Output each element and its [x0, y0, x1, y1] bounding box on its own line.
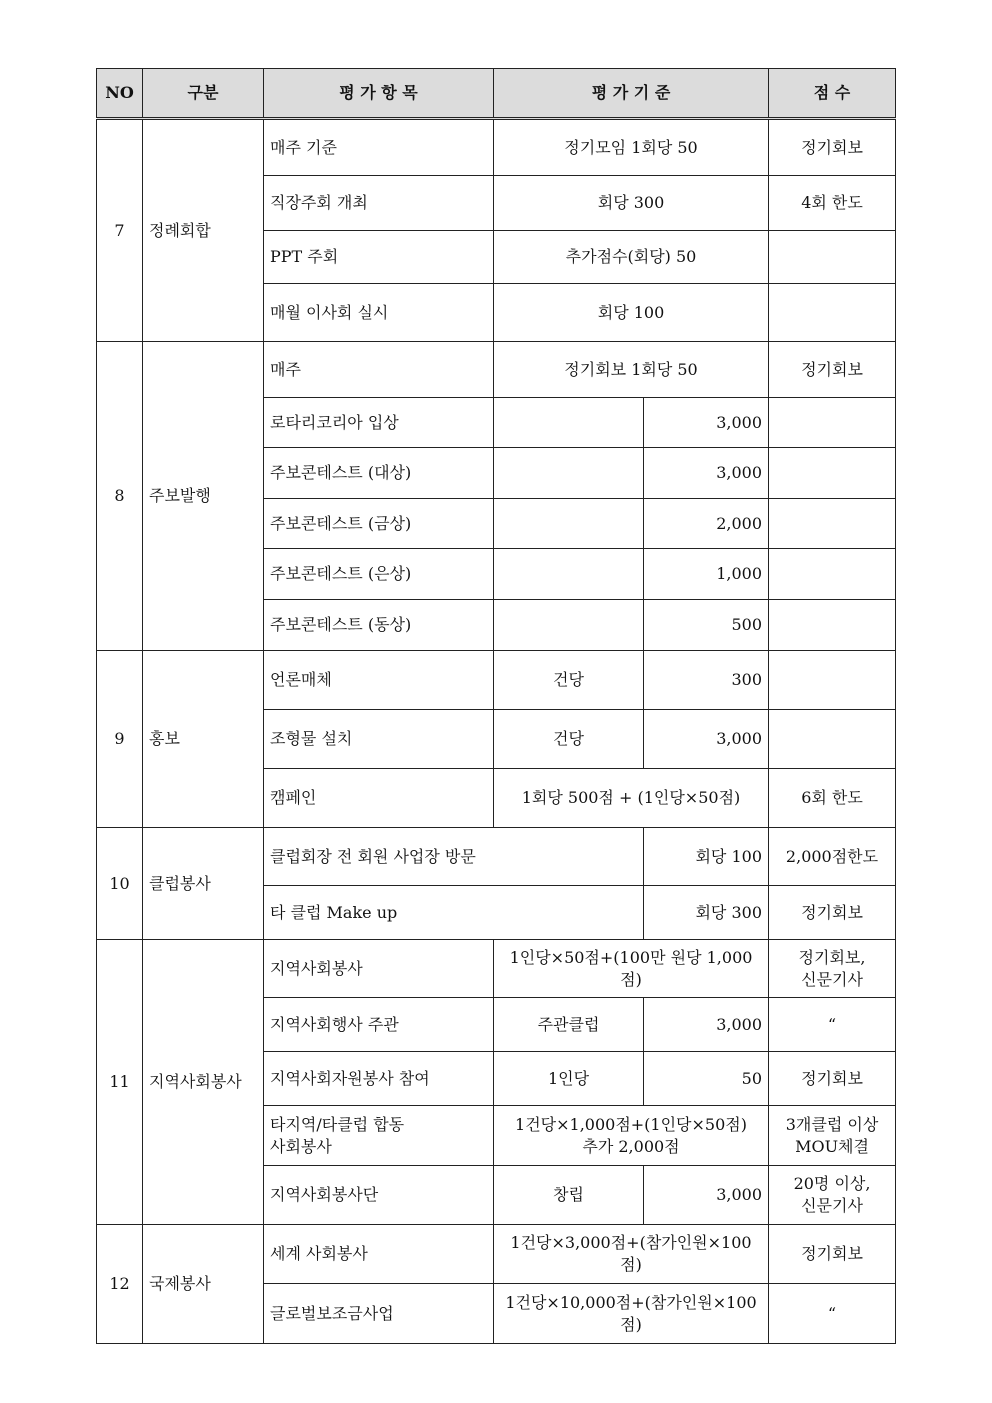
score-cell: [769, 940, 896, 998]
unit-cell: 건당: [494, 710, 644, 769]
item-line: 타지역/타클럽 합동: [270, 1114, 405, 1134]
score-cell: 정기회보: [769, 342, 896, 398]
criteria-line: 추가 2,000점: [582, 1136, 680, 1156]
criteria-cell: 회당 300: [494, 176, 769, 231]
value-cell: 회당 300: [644, 886, 769, 940]
section-no: 12: [97, 1225, 143, 1344]
item-cell: 주보콘테스트 (대상): [264, 448, 494, 499]
score-cell: [769, 1166, 896, 1225]
score-cell: 정기회보: [769, 1225, 896, 1284]
evaluation-table: [96, 68, 896, 1344]
item-cell: 캠페인: [264, 769, 494, 828]
score-cell: 4회 한도: [769, 176, 896, 231]
section-category: 클럽봉사: [143, 828, 264, 940]
criteria-cell: 1인당×50점+(100만 원당 1,000점): [494, 940, 769, 998]
item-cell: PPT 주회: [264, 231, 494, 284]
item-cell: 지역사회봉사단: [264, 1166, 494, 1225]
item-cell: 매주: [264, 342, 494, 398]
value-cell: 300: [644, 651, 769, 710]
score-cell: [769, 448, 896, 499]
item-cell: 세계 사회봉사: [264, 1225, 494, 1284]
item-cell: 타 클럽 Make up: [264, 886, 644, 940]
unit-cell: [494, 600, 644, 651]
item-cell: 주보콘테스트 (동상): [264, 600, 494, 651]
table-row: [97, 1225, 896, 1284]
value-cell: 3,000: [644, 398, 769, 448]
unit-cell: 창립: [494, 1166, 644, 1225]
item-cell: 매주 기준: [264, 119, 494, 176]
value-cell: 3,000: [644, 1166, 769, 1225]
value-cell: 회당 100: [644, 828, 769, 886]
score-cell: [769, 284, 896, 342]
criteria-cell: [494, 1106, 769, 1166]
score-cell: [769, 499, 896, 549]
value-cell: 500: [644, 600, 769, 651]
item-cell: 조형물 설치: [264, 710, 494, 769]
header-category: 구분: [143, 69, 264, 119]
score-line: 3개클럽 이상: [785, 1114, 879, 1134]
table-row: [97, 828, 896, 886]
section-category: 홍보: [143, 651, 264, 828]
header-item: 평 가 항 목: [264, 69, 494, 119]
score-cell: 2,000점한도: [769, 828, 896, 886]
unit-cell: [494, 448, 644, 499]
item-cell: 로타리코리아 입상: [264, 398, 494, 448]
criteria-cell: 정기회보 1회당 50: [494, 342, 769, 398]
criteria-line: 1건당×1,000점+(1인당×50점): [515, 1114, 747, 1134]
score-cell: 6회 한도: [769, 769, 896, 828]
score-line: 정기회보,: [798, 947, 866, 967]
score-cell: “: [769, 998, 896, 1052]
criteria-cell: 회당 100: [494, 284, 769, 342]
item-cell: 언론매체: [264, 651, 494, 710]
value-cell: 1,000: [644, 549, 769, 600]
unit-cell: 주관클럽: [494, 998, 644, 1052]
score-cell: [769, 1106, 896, 1166]
item-cell: 지역사회행사 주관: [264, 998, 494, 1052]
score-cell: 정기회보: [769, 1052, 896, 1106]
table-row: [97, 940, 896, 998]
value-cell: 2,000: [644, 499, 769, 549]
unit-cell: [494, 499, 644, 549]
table-row: [97, 651, 896, 710]
header-score: 점 수: [769, 69, 896, 119]
header-row: [97, 69, 896, 119]
item-cell: 주보콘테스트 (금상): [264, 499, 494, 549]
table-row: [97, 119, 896, 176]
score-line: 신문기사: [801, 1196, 863, 1215]
unit-cell: [494, 398, 644, 448]
item-cell: [264, 1106, 494, 1166]
score-cell: [769, 651, 896, 710]
item-cell: 주보콘테스트 (은상): [264, 549, 494, 600]
item-cell: 지역사회봉사: [264, 940, 494, 998]
item-cell: 글로벌보조금사업: [264, 1284, 494, 1344]
section-no: 8: [97, 342, 143, 651]
score-cell: 정기회보: [769, 886, 896, 940]
item-cell: 클럽회장 전 회원 사업장 방문: [264, 828, 644, 886]
section-no: 9: [97, 651, 143, 828]
score-cell: [769, 231, 896, 284]
score-cell: [769, 398, 896, 448]
unit-cell: 건당: [494, 651, 644, 710]
item-cell: 매월 이사회 실시: [264, 284, 494, 342]
section-no: 11: [97, 940, 143, 1225]
section-category: 정례회합: [143, 119, 264, 342]
criteria-cell: 1건당×3,000점+(참가인원×100점): [494, 1225, 769, 1284]
criteria-cell: 추가점수(회당) 50: [494, 231, 769, 284]
section-no: 7: [97, 119, 143, 342]
unit-cell: [494, 549, 644, 600]
value-cell: 50: [644, 1052, 769, 1106]
section-category: 지역사회봉사: [143, 940, 264, 1225]
header-no: NO: [97, 69, 143, 119]
score-cell: [769, 600, 896, 651]
value-cell: 3,000: [644, 710, 769, 769]
criteria-cell: 1건당×10,000점+(참가인원×100점): [494, 1284, 769, 1344]
score-line: MOU체결: [795, 1136, 869, 1156]
table-row: [97, 342, 896, 398]
item-cell: 직장주회 개최: [264, 176, 494, 231]
score-cell: [769, 549, 896, 600]
criteria-cell: 정기모임 1회당 50: [494, 119, 769, 176]
value-cell: 3,000: [644, 448, 769, 499]
value-cell: 3,000: [644, 998, 769, 1052]
score-line: 20명 이상,: [793, 1174, 871, 1193]
score-cell: “: [769, 1284, 896, 1344]
criteria-cell: 1회당 500점 + (1인당×50점): [494, 769, 769, 828]
item-cell: 지역사회자원봉사 참여: [264, 1052, 494, 1106]
unit-cell: 1인당: [494, 1052, 644, 1106]
header-criteria: 평 가 기 준: [494, 69, 769, 119]
section-no: 10: [97, 828, 143, 940]
score-line: 신문기사: [801, 969, 863, 989]
score-cell: [769, 710, 896, 769]
item-line: 사회봉사: [270, 1136, 332, 1156]
section-category: 주보발행: [143, 342, 264, 651]
section-category: 국제봉사: [143, 1225, 264, 1344]
score-cell: 정기회보: [769, 119, 896, 176]
